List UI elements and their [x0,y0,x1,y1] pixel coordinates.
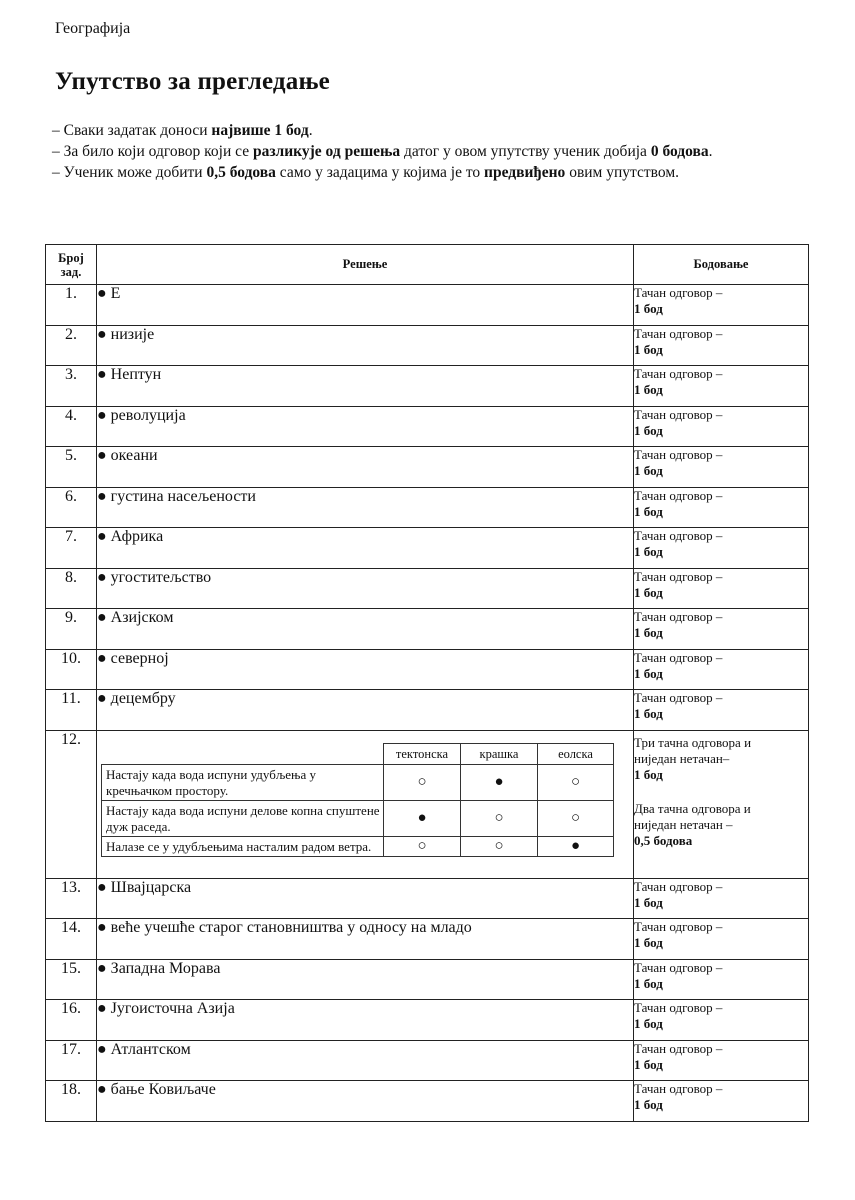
task-number: 6. [46,487,97,528]
scoring-text: Тачан одговор – [634,1081,723,1096]
statement-text: Налазе се у удубљењима насталим радом ветра. [102,836,384,856]
scoring-cell [634,919,809,960]
task-number: 2. [46,325,97,366]
answer-cell [97,878,634,919]
grading-rule [52,120,752,141]
table-row-task-12 [46,730,809,878]
scoring-text: Тачан одговор – [634,878,723,894]
table-row [46,568,809,609]
scoring-cell [634,878,809,919]
scoring-points: 1 бод [634,341,663,357]
scoring-cell [634,366,809,407]
task-number: 4. [46,406,97,447]
grading-rules [52,120,752,183]
answer-cell [97,285,634,326]
answer-text: Атлантском [110,1040,191,1058]
table-row [46,487,809,528]
scoring-cell [634,959,809,1000]
rule-text: 0,5 бодова [206,164,276,181]
empty-circle-icon: ○ [538,800,614,836]
table-row [46,919,809,960]
scoring-text: Тачан одговор – [634,487,723,503]
task-number: 17. [46,1040,97,1081]
table-row [46,406,809,447]
answer-cell [97,447,634,488]
scoring-cell [634,285,809,326]
empty-circle-icon: ○ [461,800,538,836]
answer-cell [97,649,634,690]
scoring-cell [634,406,809,447]
rule-text: предвиђено [484,164,566,181]
lake-type-header: еолска [538,743,614,764]
task-number: 15. [46,959,97,1000]
task-number: 11. [46,690,97,731]
task-number: 8. [46,568,97,609]
answer-text: Западна Морава [110,959,221,977]
bullet-icon: ● [97,487,107,505]
answer-cell [97,1000,634,1041]
scoring-text: Тачан одговор – [634,1040,723,1056]
bullet-icon: ● [97,959,107,977]
table-row [46,649,809,690]
scoring-cell [634,1000,809,1041]
table-row [46,325,809,366]
answer-text: Азијском [110,609,174,626]
scoring-points: 1 бод [634,935,663,950]
rule-text: . [708,143,713,160]
bullet-icon: ● [97,285,107,302]
answer-text: Е [110,285,121,302]
header-solution: Решење [97,245,634,285]
task-number: 14. [46,919,97,960]
table-row [46,1081,809,1122]
scoring-points: 1 бод [634,301,663,316]
task-number: 13. [46,878,97,919]
scoring-points: 1 бод [634,503,663,519]
bullet-icon: ● [97,325,107,343]
task-number: 18. [46,1081,97,1122]
scoring-points: 1 бод [634,382,663,397]
scoring-text: Тачан одговор – [634,325,723,341]
scoring-text: Тачан одговор – [634,649,723,665]
scoring-text: Тачан одговор – [634,959,723,975]
page-title: Упутство за прегледање [55,68,330,95]
rule-text: разликује од решења [252,143,401,160]
rule-text: . [308,122,313,139]
scoring-points: 1 бод [634,1016,663,1031]
scoring-points: 1 бод [634,766,663,782]
scoring-points: 1 бод [634,1097,663,1112]
filled-circle-icon: ● [538,836,614,856]
table-row [46,690,809,731]
classification-row [102,800,614,836]
rule-text: највише 1 бод [211,122,309,139]
task-number: 5. [46,447,97,488]
scoring-points: 1 бод [634,625,663,640]
task-number: 7. [46,528,97,569]
task-number: 12. [46,730,97,878]
scoring-cell [634,325,809,366]
classification-table [101,743,614,857]
answer-cell [97,690,634,731]
scoring-text: Тачан одговор – [634,609,723,624]
answer-text: Нептун [110,366,162,383]
empty-circle-icon: ○ [461,836,538,856]
statement-text: Настају када вода испуни удубљења у кречњачком простору. [102,764,384,800]
answer-cell [97,1081,634,1122]
task-number: 1. [46,285,97,326]
scoring-text: ниједан нетачан– [634,750,730,766]
rule-text: – За било који одговор који се [52,143,253,160]
scoring-points: 1 бод [634,422,663,438]
scoring-cell [634,1040,809,1081]
table-row [46,366,809,407]
scoring-points: 1 бод [634,544,663,559]
answer-cell [97,366,634,407]
answer-text: Југоисточна Азија [110,1000,235,1017]
empty-circle-icon: ○ [384,764,461,800]
scoring-cell [634,649,809,690]
scoring-cell [634,487,809,528]
scoring-text: Тачан одговор – [634,406,723,422]
rule-text: 0 бодова [650,143,709,160]
scoring-cell [634,730,809,878]
answer-cell [97,487,634,528]
rule-text: овим упутством. [565,164,679,181]
task-number: 10. [46,649,97,690]
scoring-points: 1 бод [634,665,663,681]
empty-circle-icon: ○ [538,764,614,800]
answer-cell [97,1040,634,1081]
subject-label: Географија [55,20,131,37]
scoring-cell [634,447,809,488]
bullet-icon: ● [97,406,107,424]
scoring-cell [634,528,809,569]
scoring-text: Тачан одговор – [634,447,723,462]
scoring-points: 1 бод [634,894,663,910]
answer-text: децембру [110,690,176,707]
scoring-points: 1 бод [634,463,663,478]
answer-text: веће учешће старог становништва у односу на младо [110,919,472,936]
scoring-text: Тачан одговор – [634,568,723,584]
scoring-text: Тачан одговор – [634,690,723,705]
answer-text: револуција [110,406,186,424]
bullet-icon: ● [97,1081,107,1098]
task-number: 3. [46,366,97,407]
answer-text: низије [110,325,155,343]
answer-cell [97,609,634,650]
bullet-icon: ● [97,528,107,545]
rule-text: само у задацима у којима је то [275,164,485,181]
scoring-points: 1 бод [634,706,663,721]
rule-text: – Сваки задатак доноси [52,122,212,139]
scoring-text: ниједан нетачан – [634,816,733,832]
scoring-cell [634,609,809,650]
lake-type-header: тектонска [384,743,461,764]
answer-cell [97,919,634,960]
answer-text: Африка [110,528,164,545]
bullet-icon: ● [97,366,107,383]
scoring-points: 1 бод [634,584,663,600]
rule-text: датог у овом упутству ученик добија [400,143,651,160]
rule-text: – Ученик може добити [52,164,207,181]
header-scoring: Бодовање [634,245,809,285]
table-row [46,959,809,1000]
filled-circle-icon: ● [461,764,538,800]
scoring-text: Тачан одговор – [634,285,723,300]
scoring-cell [634,1081,809,1122]
scoring-text: Тачан одговор – [634,528,723,543]
grading-rule [52,162,752,183]
blank-cell [102,743,384,764]
bullet-icon: ● [97,609,107,626]
table-row [46,528,809,569]
classification-header [102,743,614,764]
answer-cell [97,325,634,366]
answer-text: угоститељство [110,568,212,586]
answer-cell [97,406,634,447]
answer-text: бање Ковиљаче [110,1081,216,1098]
answer-text: океани [110,447,158,464]
scoring-text: Тачан одговор – [634,919,723,934]
classification-row [102,764,614,800]
scoring-points: 1 бод [634,1056,663,1072]
bullet-icon: ● [97,878,107,896]
scoring-cell [634,568,809,609]
bullet-icon: ● [97,919,107,936]
answer-cell [97,959,634,1000]
bullet-icon: ● [97,568,107,586]
answer-text: Швајцарска [110,878,192,896]
filled-circle-icon: ● [384,800,461,836]
bullet-icon: ● [97,1040,107,1058]
classification-row [102,836,614,856]
table-row [46,447,809,488]
answer-cell [97,730,634,878]
table-row [46,609,809,650]
bullet-icon: ● [97,447,107,464]
scoring-text: Три тачна одговора и [634,734,752,750]
table-row [46,878,809,919]
scoring-text: Тачан одговор – [634,366,723,381]
answer-cell [97,528,634,569]
empty-circle-icon: ○ [384,836,461,856]
bullet-icon: ● [97,690,107,707]
task-number: 16. [46,1000,97,1041]
table-row [46,1040,809,1081]
answer-key-table [45,244,809,1122]
task-number: 9. [46,609,97,650]
scoring-points: 1 бод [634,975,663,991]
bullet-icon: ● [97,1000,107,1017]
scoring-text: Два тачна одговора и [634,800,751,816]
answer-text: густина насељености [110,487,256,505]
bullet-icon: ● [97,649,107,667]
answer-cell [97,568,634,609]
scoring-cell [634,690,809,731]
grading-rule [52,141,752,162]
lake-type-header: крашка [461,743,538,764]
table-row [46,1000,809,1041]
table-row [46,285,809,326]
statement-text: Настају када вода испуни делове копна спуштене дуж раседа. [102,800,384,836]
answer-text: северној [110,649,169,667]
scoring-points: 0,5 бодова [634,832,693,848]
header-task-number: Број зад. [46,245,97,285]
scoring-text: Тачан одговор – [634,1000,723,1015]
